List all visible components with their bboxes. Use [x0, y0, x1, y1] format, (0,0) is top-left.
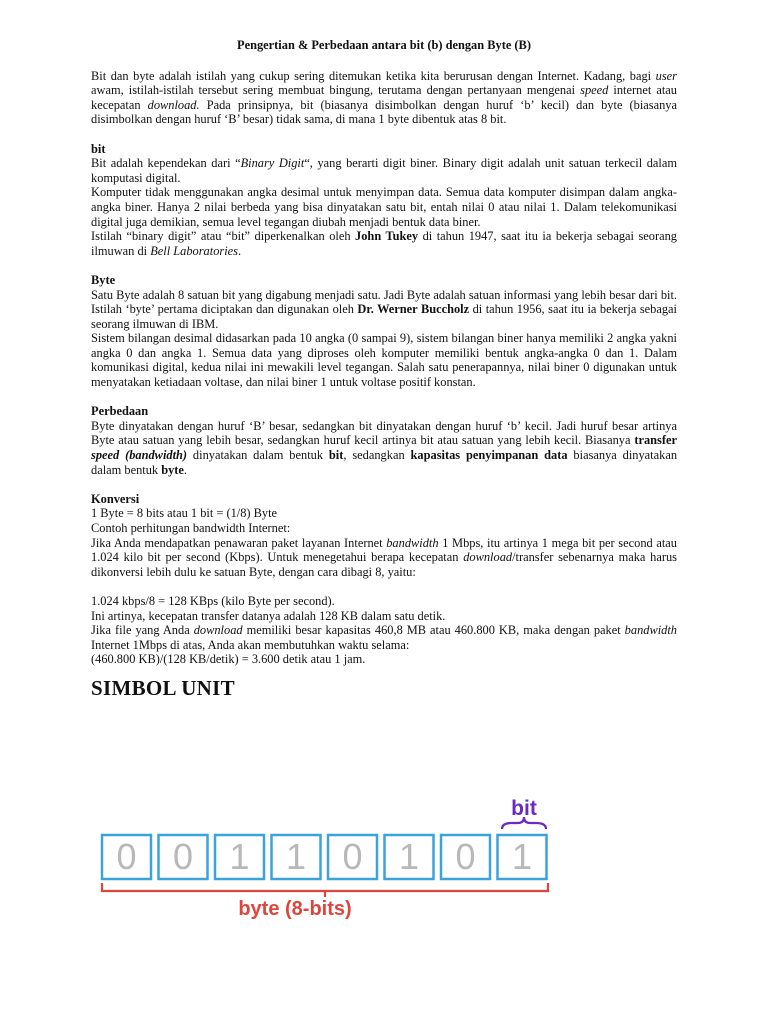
bit-label: bit: [511, 797, 537, 820]
document: [91, 38, 678, 700]
bit-heading: bit: [91, 141, 106, 156]
konversi-line-4: 1.024 kbps/8 = 128 KBps (kilo Byte per second).: [91, 593, 335, 608]
bit-digit: 0: [172, 836, 194, 877]
bit-byte-diagram: [96, 795, 556, 925]
byte-paragraph-2: Sistem bilangan desimal didasarkan pada 10 angka (0 sampai 9), sistem bilangan biner hanya memiliki 2 angka yakni angka 0 dan angka 1. Semua data yang diproses oleh komputer memiliki bentuk angka-angka 0 dan 1. Dalam komunikasi digital, kedua nilai ini mewakili level tegangan. Salah satu penerapannya, nilai biner 0 digunakan untuk menyatakan ketiadaan voltase, dan nilai biner 1 untuk voltase positif konstan.: [91, 331, 677, 390]
konversi-heading: Konversi: [91, 491, 140, 506]
document-title: Pengertian & Perbedaan antara bit (b) dengan Byte (B): [237, 38, 531, 52]
bit-digit: 0: [342, 836, 363, 877]
bit-digit: 1: [285, 836, 307, 877]
perbedaan-heading: Perbedaan: [91, 404, 149, 419]
bit-digit: 1: [398, 836, 420, 877]
bit-digit: 1: [229, 836, 250, 877]
byte-bracket: [102, 883, 548, 897]
bit-paragraph-2: Komputer tidak menggunakan angka desimal untuk menyimpan data. Semua data komputer disimpan dalam angka-angka biner. Hanya 2 nilai berbeda yang bisa dinyatakan satu bit, entah nilai 0 atau nilai 1. Dalam telekomunikasi digital juga demikian, semua level tegangan diubah menjadi bentuk data biner.: [91, 185, 677, 229]
konversi-paragraph-3: Jika Anda mendapatkan penawaran paket layanan Internet bandwidth 1 Mbps, itu artinya 1 mega bit per second atau 1.024 kilo bit per second (Kbps). Untuk menegetahui berapa kecepatan download/transfer sebenarnya maka harus dikonversi lebih dulu ke satuan Byte, dengan cara dibagi 8, yaitu:: [91, 535, 677, 579]
bit-digit: 1: [511, 836, 533, 877]
bit-paragraph-1: Bit adalah kependekan dari “Binary Digit“, yang berarti digit biner. Binary digit adalah unit satuan terkecil dalam komputasi digital.: [91, 156, 677, 185]
konversi-line-5: Ini artinya, kecepatan transfer datanya adalah 128 KB dalam satu detik.: [91, 608, 446, 623]
bit-brace: [502, 817, 546, 829]
konversi-line-7: (460.800 KB)/(128 KB/detik) = 3.600 detik atau 1 jam.: [91, 652, 366, 667]
byte-label: byte (8-bits): [238, 898, 352, 920]
bit-digit: 0: [116, 836, 137, 877]
byte-heading: Byte: [91, 272, 116, 287]
byte-paragraph-1: Satu Byte adalah 8 satuan bit yang digabung menjadi satu. Jadi Byte adalah satuan informasi yang lebih besar dari bit. Istilah ‘byte’ pertama diciptakan dan digunakan oleh Dr. Werner Buccholz di tahun 1956, saat itu ia bekerja sebagai seorang ilmuwan di IBM.: [91, 287, 677, 331]
intro-paragraph: Bit dan byte adalah istilah yang cukup sering ditemukan ketika kita berurusan dengan Internet. Kadang, bagi user awam, istilah-istilah tersebut sering membuat bingung, terutama dengan pertanyaan mengenai speed internet atau kecepatan download. Pada prinsipnya, bit (biasanya disimbolkan dengan huruf ‘b’ kecil) dan byte (biasanya disimbolkan dengan huruf ‘B’ besar) tidak sama, di mana 1 byte dibentuk atas 8 bit.: [91, 68, 677, 127]
perbedaan-paragraph: Byte dinyatakan dengan huruf ‘B’ besar, sedangkan bit dinyatakan dengan huruf ‘b’ kecil. Jadi huruf besar artinya Byte atau satuan yang lebih besar, sedangkan huruf kecil artinya bit atau satuan yang lebih kecil. Biasanya transfer speed (bandwidth) dinyatakan dalam bentuk bit, sedangkan kapasitas penyimpanan data biasanya dinyatakan dalam bentuk byte.: [91, 418, 678, 477]
bit-paragraph-3: Istilah “binary digit” atau “bit” diperkenalkan oleh John Tukey di tahun 1947, saat itu ia bekerja sebagai seorang ilmuwan di Bell Laboratories.: [91, 229, 677, 258]
konversi-line-2: Contoh perhitungan bandwidth Internet:: [91, 521, 291, 535]
simbol-unit-heading: SIMBOL UNIT: [91, 675, 235, 700]
bit-digit: 0: [455, 836, 476, 877]
konversi-paragraph-6: Jika file yang Anda download memiliki besar kapasitas 460,8 MB atau 460.800 KB, maka dengan paket bandwidth Internet 1Mbps di atas, Anda akan membutuhkan waktu selama:: [91, 623, 677, 652]
konversi-line-1: 1 Byte = 8 bits atau 1 bit = (1/8) Byte: [91, 506, 278, 521]
